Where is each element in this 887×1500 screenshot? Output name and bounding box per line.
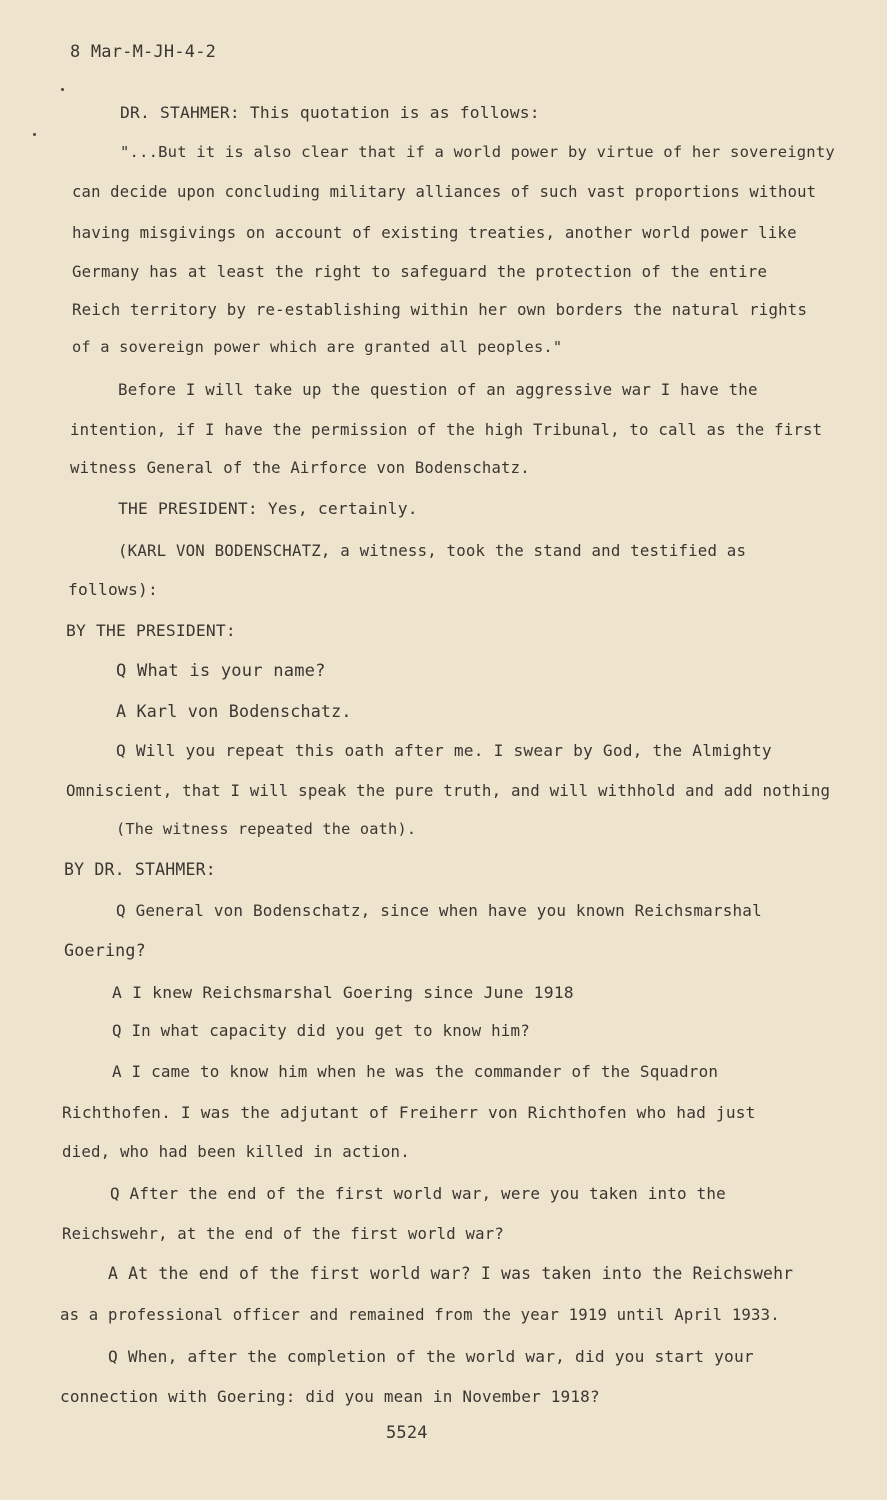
text-line: DR. STAHMER: This quotation is as follows: [120, 103, 540, 122]
text-line: Q When, after the completion of the world war, did you start your [108, 1347, 754, 1366]
text-line: follows): [68, 580, 158, 599]
text-line: Q Will you repeat this oath after me. I swear by God, the Almighty [116, 741, 772, 760]
text-line: Goering? [64, 941, 146, 960]
margin-mark [33, 133, 36, 136]
text-line: BY THE PRESIDENT: [66, 621, 236, 640]
text-line: Reich territory by re-establishing within her own borders the natural rights [72, 300, 808, 319]
text-line: A I knew Reichsmarshal Goering since June 1918 [112, 983, 574, 1002]
text-line: "...But it is also clear that if a world power by virtue of her sovereignty [120, 143, 835, 161]
text-line: Q General von Bodenschatz, since when have you known Reichsmarshal [116, 901, 762, 920]
text-line: Germany has at least the right to safeguard the protection of the entire [72, 262, 768, 281]
header-code: 8 Mar-M-JH-4-2 [70, 42, 217, 62]
text-line: Reichswehr, at the end of the first world war? [62, 1224, 504, 1243]
text-line: connection with Goering: did you mean in November 1918? [60, 1387, 600, 1406]
text-line: witness General of the Airforce von Bodenschatz. [70, 459, 530, 477]
text-line: A At the end of the first world war? I was taken into the Reichswehr [108, 1264, 794, 1283]
text-line: as a professional officer and remained from the year 1919 until April 1933. [60, 1306, 780, 1324]
text-line: Q What is your name? [116, 661, 326, 681]
text-line: Omniscient, that I will speak the pure truth, and will withhold and add nothing [66, 781, 831, 800]
text-line: A Karl von Bodenschatz. [116, 701, 352, 721]
text-line: Q In what capacity did you get to know him? [112, 1021, 530, 1040]
text-line: THE PRESIDENT: Yes, certainly. [118, 499, 418, 518]
text-line: can decide upon concluding military alliances of such vast proportions without [72, 183, 817, 201]
text-line: BY DR. STAHMER: [64, 860, 216, 879]
text-line: Q After the end of the first world war, were you taken into the [110, 1184, 726, 1203]
text-line: having misgivings on account of existing treaties, another world power like [72, 223, 797, 242]
text-line: of a sovereign power which are granted all peoples." [72, 338, 563, 356]
text-line: (The witness repeated the oath). [116, 820, 417, 838]
text-line: Before I will take up the question of an aggressive war I have the [118, 380, 758, 399]
text-line: Richthofen. I was the adjutant of Freiherr von Richthofen who had just [62, 1103, 756, 1122]
text-line: A I came to know him when he was the commander of the Squadron [112, 1062, 719, 1081]
margin-mark [61, 88, 64, 91]
text-line: intention, if I have the permission of the high Tribunal, to call as the first [70, 420, 823, 439]
page-number: 5524 [386, 1423, 428, 1443]
text-line: (KARL VON BODENSCHATZ, a witness, took the stand and testified as [118, 541, 747, 560]
text-line: died, who had been killed in action. [62, 1142, 410, 1161]
